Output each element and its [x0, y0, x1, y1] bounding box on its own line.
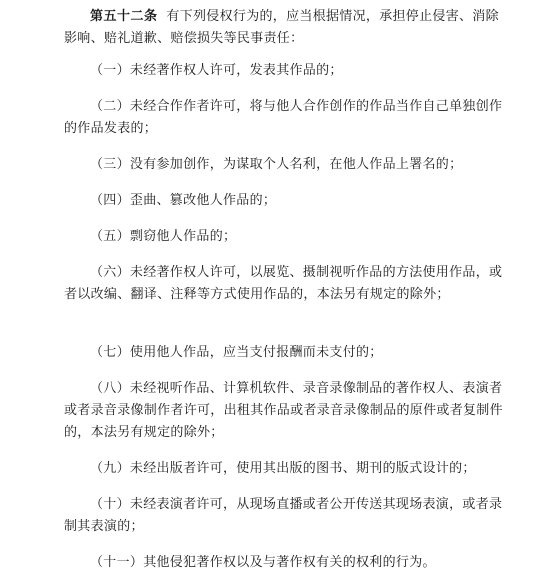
- list-item: （八）未经视听作品、计算机软件、录音录像制品的著作权人、表演者或者录音录像制作者许可，出租其作品或者录音录像制品的原件或者复制件的，本法另有规定的除外；: [64, 381, 503, 440]
- list-item: （五）剽窃他人作品的；: [90, 229, 237, 244]
- list-item: （一）未经著作权人许可，发表其作品的；: [90, 63, 343, 78]
- list-item: （六）未经著作权人许可，以展览、摄制视听作品的方法使用作品，或者以改编、翻译、注释等方式使用作品的，本法另有规定的除外；: [64, 265, 503, 302]
- list-item: （三）没有参加创作，为谋取个人名利，在他人作品上署名的；: [90, 157, 463, 172]
- list-item: （二）未经合作作者许可，将与他人合作创作的作品当作自己单独创作的作品发表的；: [64, 99, 503, 136]
- article-intro-paragraph: [64, 6, 504, 50]
- list-item: （四）歪曲、篡改他人作品的；: [90, 193, 277, 208]
- article-intro-text: 有下列侵权行为的，应当根据情况，承担停止侵害、消除影响、赔礼道歉、赔偿损失等民事责任：: [64, 9, 499, 46]
- list-item: （十）未经表演者许可，从现场直播或者公开传送其现场表演，或者录制其表演的；: [64, 497, 503, 534]
- list-item: （九）未经出版者许可，使用其出版的图书、期刊的版式设计的；: [90, 461, 476, 476]
- article-heading: 第五十二条: [90, 9, 158, 24]
- list-item: （十一）其他侵犯著作权以及与著作权有关的权利的行为。: [90, 555, 436, 570]
- list-item: （七）使用他人作品，应当支付报酬而未支付的；: [90, 345, 383, 360]
